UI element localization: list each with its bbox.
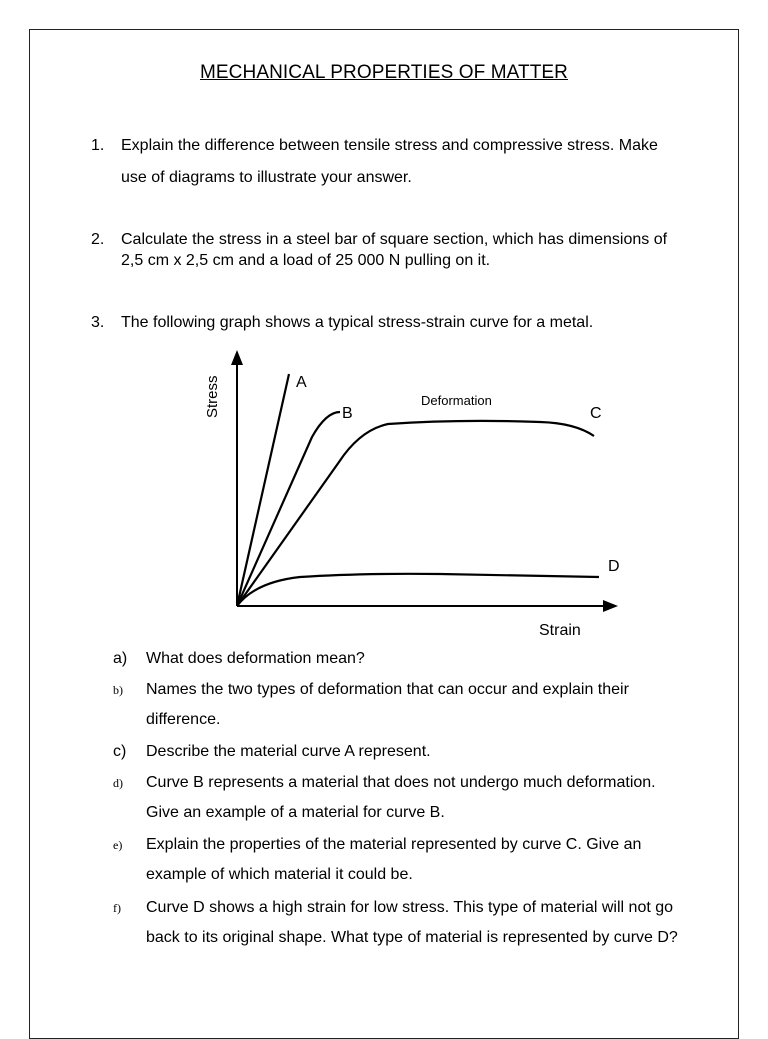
subquestion-label: c) [113, 743, 127, 760]
subquestion-text: Explain the properties of the material represented by curve C. Give an example of which material it could be. [146, 836, 642, 883]
y-axis-label: Stress [204, 375, 221, 418]
subquestion-label: f) [113, 901, 121, 915]
subquestion-label: e) [113, 838, 123, 852]
curve-b [237, 412, 340, 606]
subquestion-text: What does deformation mean? [146, 650, 365, 667]
question-text: Explain the difference between tensile stress and compressive stress. Make use of diagrams to illustrate your answer. [121, 137, 658, 186]
subquestion-label: b) [113, 683, 123, 697]
page-title: MECHANICAL PROPERTIES OF MATTER [199, 62, 568, 83]
question-text: Calculate the stress in a steel bar of square section, which has dimensions of 2,5 cm x 2,5 cm and a load of 25 000 N pulling on it. [121, 231, 668, 269]
x-axis-label: Strain [539, 622, 581, 639]
subquestion-text: Curve B represents a material that does not undergo much deformation. Give an example of a material for curve B. [146, 774, 656, 821]
subquestion-text: Describe the material curve A represent. [146, 743, 431, 760]
curve-label-a: A [296, 374, 307, 391]
subquestion-text: Curve D shows a high strain for low stress. This type of material will not go back to its original shape. What type of material is represented by curve D? [146, 899, 678, 946]
x-axis-arrowhead [603, 600, 618, 612]
subquestion-label: d) [113, 776, 123, 790]
question-number: 2. [91, 231, 105, 248]
curve-d [237, 574, 599, 606]
curve-label-b: B [342, 405, 353, 422]
curve-label-c: C [590, 405, 602, 422]
curve-a [237, 374, 289, 606]
y-axis-arrowhead [231, 350, 243, 365]
subquestion-text: Names the two types of deformation that can occur and explain their difference. [146, 681, 629, 728]
deformation-annotation: Deformation [421, 393, 492, 408]
subquestion-label: a) [113, 650, 128, 667]
curve-label-d: D [608, 558, 620, 575]
question-number: 3. [91, 314, 105, 331]
question-number: 1. [91, 137, 105, 154]
question-text: The following graph shows a typical stress-strain curve for a metal. [121, 314, 594, 331]
